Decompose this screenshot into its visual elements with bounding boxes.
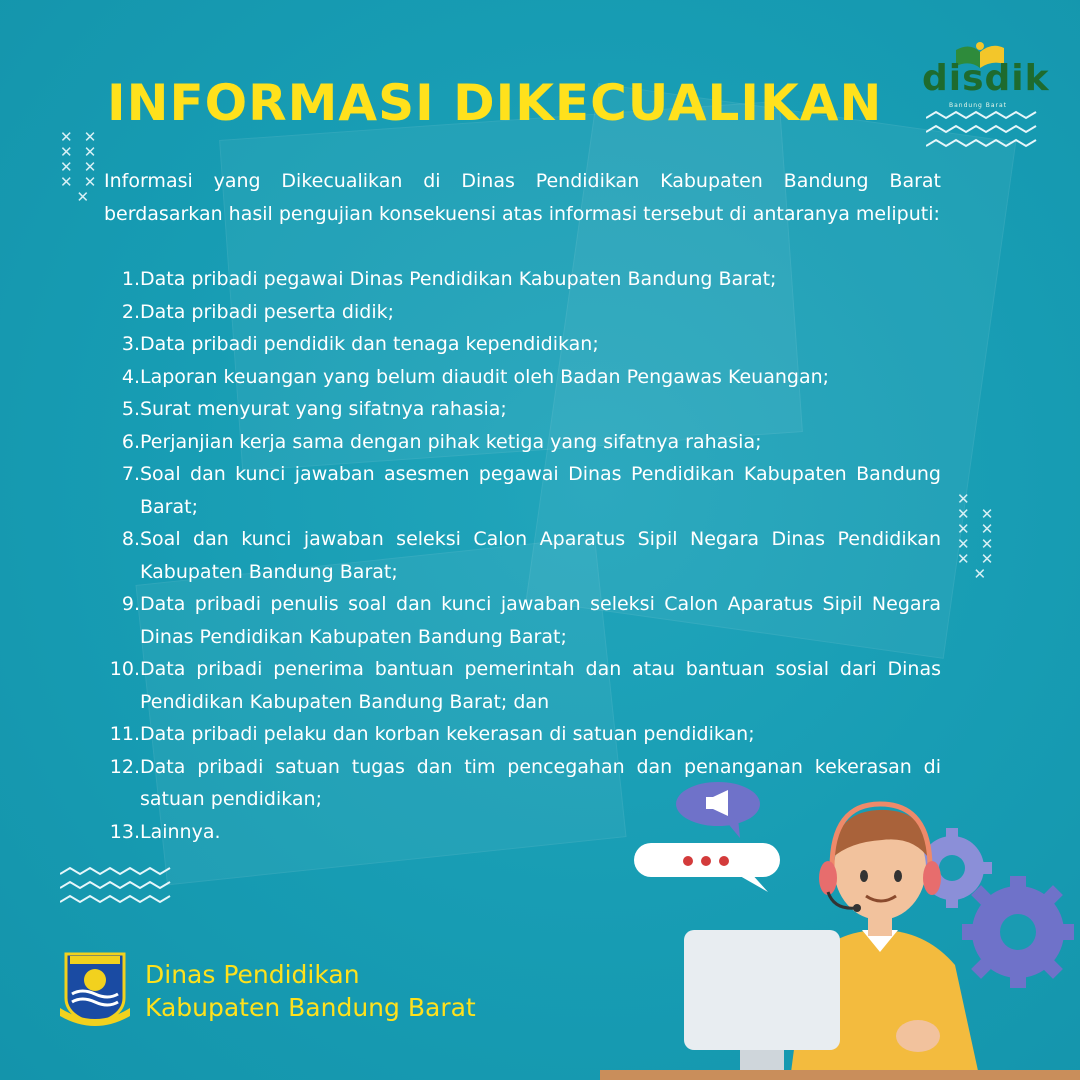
list-item: 3. Data pribadi pendidik dan tenaga kependidikan; bbox=[121, 333, 599, 355]
list-item: 13. Lainnya. bbox=[109, 820, 221, 843]
megaphone-icon bbox=[676, 782, 760, 838]
list-item: 8. Soal dan kunci jawaban seleksi Calon Aparatus Sipil Negara Dinas Pendidikan Kabupaten Bandung Barat; bbox=[121, 528, 941, 583]
zigzag-icon bbox=[60, 866, 175, 911]
organization-name bbox=[145, 958, 476, 1024]
logo-subtitle: Bandung Barat bbox=[949, 102, 1008, 109]
logo-text: disdik bbox=[922, 58, 1050, 99]
customer-service-illustration bbox=[600, 780, 1080, 1080]
list-item: 7. Soal dan kunci jawaban asesmen pegawai Dinas Pendidikan Kabupaten Bandung Barat; bbox=[121, 463, 941, 518]
disdik-logo bbox=[922, 36, 1050, 109]
intro-paragraph: Informasi yang Dikecualikan di Dinas Pendidikan Kabupaten Bandung Barat berdasarkan hasil pengujian konsekuensi atas informasi tersebut di antaranya meliputi: bbox=[104, 170, 941, 225]
org-name-line-1: Dinas Pendidikan bbox=[145, 960, 360, 989]
gear-icon bbox=[962, 876, 1074, 988]
monitor bbox=[684, 930, 840, 1050]
page-title: INFORMASI DIKECUALIKAN bbox=[107, 74, 883, 132]
typing-dots-icon bbox=[634, 843, 780, 892]
list-item: 12. Data pribadi satuan tugas dan tim pencegahan dan penanganan kekerasan di satuan pendidikan; bbox=[109, 755, 941, 810]
kbb-emblem bbox=[58, 950, 132, 1028]
zigzag-icon bbox=[926, 110, 1041, 155]
desk bbox=[600, 1070, 1080, 1080]
x-pattern-icon: ✕ ✕ ✕ ✕ ✕ ✕ ✕ ✕ ✕ bbox=[60, 128, 100, 206]
list-item: 4. Laporan keuangan yang belum diaudit oleh Badan Pengawas Keuangan; bbox=[121, 365, 830, 388]
list-item: 2. Data pribadi peserta didik; bbox=[121, 300, 395, 323]
list-item: 1. Data pribadi pegawai Dinas Pendidikan Kabupaten Bandung Barat; bbox=[121, 268, 777, 290]
list-item: 5. Surat menyurat yang sifatnya rahasia; bbox=[121, 398, 507, 420]
org-name-line-2: Kabupaten Bandung Barat bbox=[145, 993, 476, 1022]
x-pattern-icon: ✕ ✕ ✕ ✕ ✕ ✕ ✕ ✕ ✕ ✕ bbox=[957, 490, 997, 583]
list-item: 6. Perjanjian kerja sama dengan pihak ketiga yang sifatnya rahasia; bbox=[121, 430, 762, 453]
list-item: 11. Data pribadi pelaku dan korban kekerasan di satuan pendidikan; bbox=[109, 723, 755, 745]
excluded-info-list bbox=[104, 263, 941, 848]
list-item: 10. Data pribadi penerima bantuan pemerintah dan atau bantuan sosial dari Dinas Pendidikan Kabupaten Bandung Barat; dan bbox=[109, 658, 941, 713]
list-item: 9. Data pribadi penulis soal dan kunci jawaban seleksi Calon Aparatus Sipil Negara Dinas Pendidikan Kabupaten Bandung Barat; bbox=[121, 593, 941, 648]
